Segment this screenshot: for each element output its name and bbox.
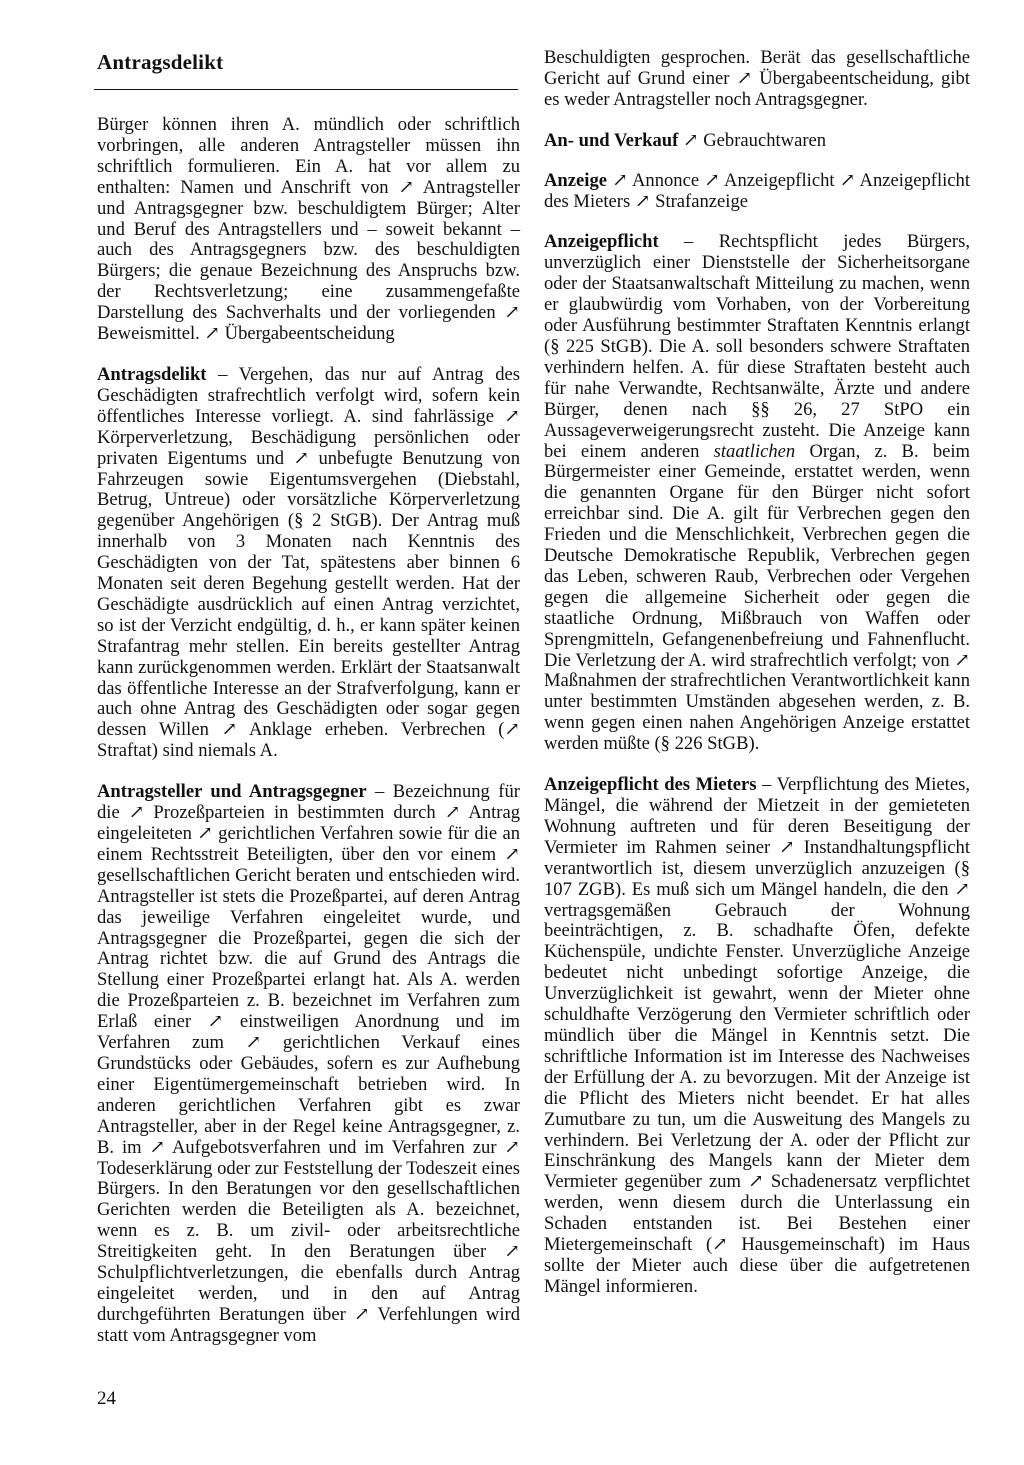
entry-anzeige bbox=[544, 171, 970, 213]
entry-antragsteller-antragsgegner bbox=[97, 782, 520, 1346]
cross-reference: ↗ Annonce ↗ Anzeigepflicht ↗ Anzeigepflicht des Mieters ↗ Strafanzeige bbox=[544, 169, 970, 212]
entry-an-und-verkauf bbox=[544, 131, 970, 152]
header-rule bbox=[94, 89, 518, 90]
entry-text-emphasis: staatlichen bbox=[713, 440, 796, 462]
left-column bbox=[97, 115, 520, 1367]
page-number: 24 bbox=[97, 1388, 116, 1409]
entry-term: Anzeigepflicht des Mieters bbox=[544, 774, 757, 796]
right-column bbox=[544, 48, 970, 1318]
running-header: Antragsdelikt bbox=[97, 50, 224, 74]
entry-continuation-antrag bbox=[97, 115, 520, 345]
entry-term: Antragsdelikt bbox=[97, 363, 207, 385]
entry-text: – Verpflichtung des Mietes, Mängel, die während der Mietzeit in der gemieteten Wohnung auftreten und für deren Beseitigung der Vermieter im Rahmen seiner ↗ Instandhaltungspflicht verantwortlich ist, diesem unverzüglich anzuzeigen (§ 107 ZGB). Es muß sich um Mängel handeln, die den ↗ vertragsgemäßen Gebrauch der Wohnung beeinträchtigen, z. B. schadhafte Öfen, defekte Küchenspüle, undichte Fenster. Unverzügliche Anzeige bedeutet nicht unbedingt sofortige Anzeige, die Unverzüglichkeit ist gewahrt, wenn der Mieter ohne schuldhafte Verzögerung den Vermieter schriftlich oder mündlich über die Mängel in Kenntnis setzt. Die schriftliche Information ist im Interesse des Nachweises der Erfüllung der A. zu bevorzugen. Mit der Anzeige ist die Pflicht des Mieters nicht beendet. Er hat alles Zumutbare zu tun, um die Ausweitung des Mangels zu verhindern. Bei Verletzung der A. oder der Pflicht zur Einschränkung des Mangels kann der Mieter dem Vermieter gegenüber zum ↗ Schadenersatz verpflichtet werden, wenn diesem durch die Unterlassung ein Schaden entstanden ist. Bei Bestehen einer Mietergemeinschaft (↗ Hausgemeinschaft) im Haus sollte der Mieter auch diese über die aufgetretenen Mängel informieren. bbox=[544, 774, 970, 1297]
entry-text: – Rechtspflicht jedes Bürgers, unverzüglich einer Dienststelle der Sicherheitsorgane oder der Staatsanwaltschaft Mitteilung zu machen, wenn er glaubwürdig vom Vorhaben, von der Vorbereitung oder Ausführung bestimmter Straftaten Kenntnis erlangt (§ 225 StGB). Die A. soll besonders schwere Straftaten verhindern helfen. A. für diese Straftaten besteht auch für nahe Verwandte, Rechtsanwälte, Ärzte und andere Bürger, denen nach §§ 26, 27 StPO ein Aussageverweigerungsrecht zusteht. Die Anzeige kann bei einem anderen bbox=[544, 231, 970, 462]
entry-text: Beschuldigten gesprochen. Berät das gesellschaftliche Gericht auf Grund einer ↗ Übergabeentscheidung, gibt es weder Antragsteller noch Antragsgegner. bbox=[544, 47, 970, 110]
entry-term: An- und Verkauf bbox=[544, 129, 679, 151]
cross-reference: ↗ Gebrauchtwaren bbox=[678, 129, 827, 151]
entry-term: Anzeige bbox=[544, 169, 607, 191]
entry-continuation-antragsteller bbox=[544, 48, 970, 111]
entry-text: – Bezeichnung für die ↗ Prozeßparteien in bestimmten durch ↗ Antrag eingeleiteten ↗ gerichtlichen Verfahren sowie für die an einem Rechtsstreit Beteiligten, über den vor einem ↗ gesellschaftlichen Gericht beraten und entschieden wird. Antragsteller ist stets die Prozeßpartei, auf deren Antrag das jeweilige Verfahren eingeleitet wurde, und Antragsgegner die Prozeßpartei, gegen die sich der Antrag richtet bzw. die auf Grund des Antrags die Stellung einer Prozeßpartei erlangt hat. Als A. werden die Prozeßparteien z. B. bezeichnet im Verfahren zum Erlaß einer ↗ einstweiligen Anordnung und im Verfahren zum ↗ gerichtlichen Verkauf eines Grundstücks oder Gebäudes, sofern es zur Aufhebung einer Eigentümergemeinschaft betrieben wird. In anderen gerichtlichen Verfahren gibt es zwar Antragsteller, aber in der Regel keine Antragsgegner, z. B. im ↗ Aufgebotsverfahren und im Verfahren zur ↗ Todeserklärung oder zur Feststellung der Todeszeit eines Bürgers. In den Beratungen vor den gesellschaftlichen Gerichten werden die Beteiligten als A. bezeichnet, wenn es z. B. um zivil- oder arbeitsrechtliche Streitigkeiten geht. In den Beratungen über ↗ Schulpflichtverletzungen, die ebenfalls durch Antrag eingeleitet werden, und in den auf Antrag durchgeführten Beratungen über ↗ Verfehlungen wird statt vom Antragsgegner vom bbox=[97, 781, 520, 1346]
entry-term: Anzeigepflicht bbox=[544, 231, 659, 253]
entry-text: Organ, z. B. beim Bürgermeister einer Gemeinde, erstattet werden, wenn die genannten Organe für den Bürger nicht sofort erreichbar sind. Die A. gilt für Verbrechen gegen den Frieden und die Menschlichkeit, Verbrechen gegen die Deutsche Demokratische Republik, Verbrechen gegen das Leben, schweren Raub, Verbrechen oder Vergehen gegen die allgemeine Sicherheit oder gegen die staatliche Ordnung, Mißbrauch von Waffen oder Sprengmitteln, Gefangenenbefreiung und Fahnenflucht. Die Verletzung der A. wird strafrechtlich verfolgt; von ↗ Maßnahmen der strafrechtlichen Verantwortlichkeit kann unter bestimmten Umständen abgesehen werden, z. B. wenn gegen einen nahen Angehörigen Anzeige erstattet werden müßte (§ 226 StGB). bbox=[544, 440, 970, 755]
entry-anzeigepflicht bbox=[544, 232, 970, 755]
entry-antragsdelikt bbox=[97, 365, 520, 762]
entry-text: Bürger können ihren A. mündlich oder schriftlich vorbringen, alle anderen Antragsteller müssen ihn schriftlich formulieren. Ein A. hat vor allem zu enthalten: Namen und Anschrift von ↗ Antragsteller und Antragsgegner bzw. beschuldigtem Bürger; Alter und Beruf des Antragstellers und – soweit bekannt – auch des Antragsgegners bzw. des beschuldigten Bürgers; die genaue Bezeichnung des Anspruchs bzw. der Rechtsverletzung; eine zusammengefaßte Darstellung des Sachverhalts und der vorliegenden ↗ Beweismittel. ↗ Übergabeentscheidung bbox=[97, 114, 520, 345]
entry-term: Antragsteller und Antragsgegner bbox=[97, 781, 367, 803]
entry-anzeigepflicht-des-mieters bbox=[544, 775, 970, 1298]
entry-text: – Vergehen, das nur auf Antrag des Geschädigten strafrechtlich verfolgt wird, sofern kein öffentliches Interesse vorliegt. A. sind fahrlässige ↗ Körperverletzung, Beschädigung persönlichen oder privaten Eigentums und ↗ unbefugte Benutzung von Fahrzeugen sowie Eigentumsvergehen (Diebstahl, Betrug, Untreue) oder vorsätzliche Körperverletzung gegenüber Angehörigen (§ 2 StGB). Der Antrag muß innerhalb von 3 Monaten nach Kenntnis des Geschädigten von der Tat, spätestens aber binnen 6 Monaten seit deren Begehung gestellt werden. Hat der Geschädigte ausdrücklich auf einen Antrag verzichtet, so ist der Verzicht endgültig, d. h., er kann später keinen Strafantrag mehr stellen. Ein bereits gestellter Antrag kann zurückgenommen werden. Erklärt der Staatsanwalt das öffentliche Interesse an der Strafverfolgung, kann er auch ohne Antrag des Geschädigten oder sogar gegen dessen Willen ↗ Anklage erheben. Verbrechen (↗ Straftat) sind niemals A. bbox=[97, 363, 520, 762]
